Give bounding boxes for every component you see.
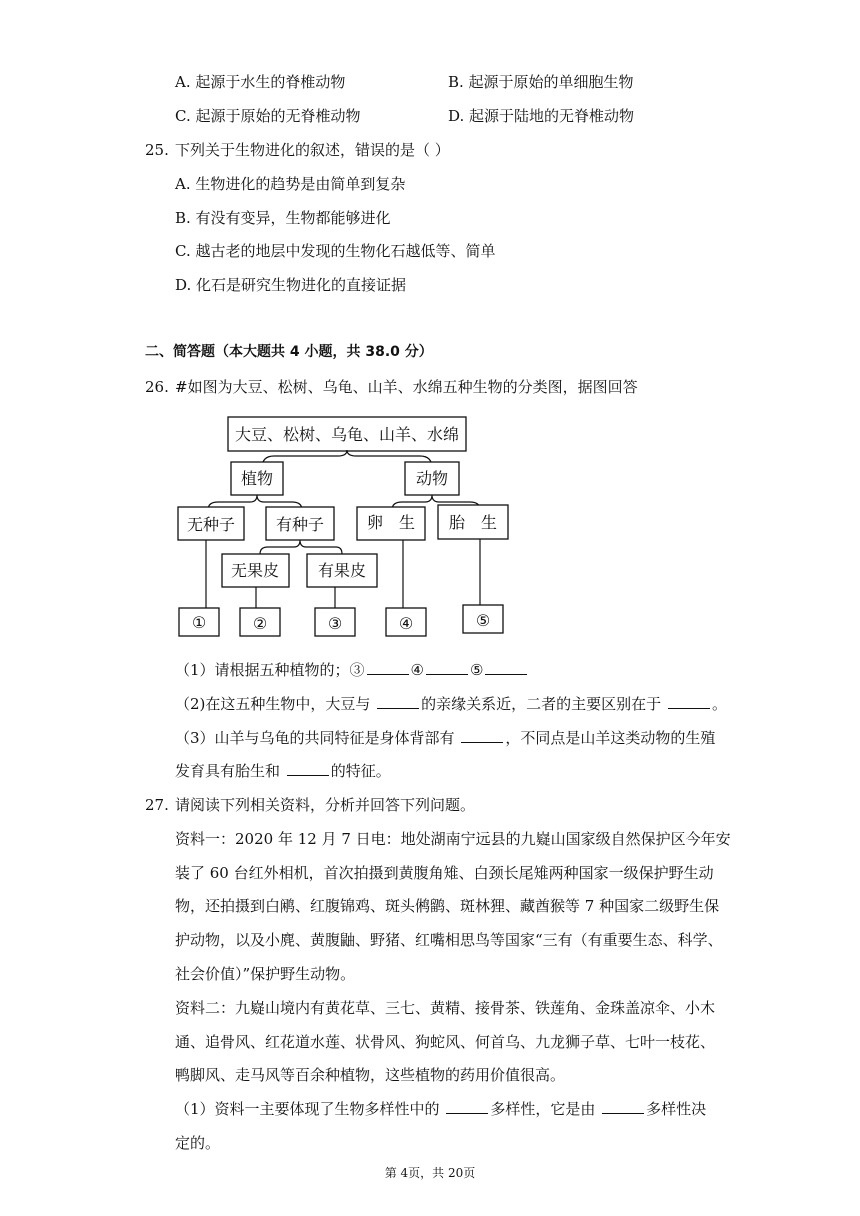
q27-material1-line1: 资料一：2020 年 12 月 7 日电：地处湖南宁远县的九嶷山国家级自然保护区今年安 — [175, 830, 731, 848]
q26-sub3-text-b: ，不同点是山羊这类动物的生殖 — [505, 729, 716, 747]
q26-sub2-text-b: 的亲缘关系近，二者的主要区别在于 — [421, 695, 666, 713]
q26-sub3-text-c: 发育具有胎生和 — [175, 762, 285, 780]
q27-material1-line4: 护动物，以及小麂、黄腹鼬、野猪、红嘴相思鸟等国家“三有（有重要生态、科学、 — [175, 931, 723, 949]
q26-sub3-text-d: 的特征。 — [330, 762, 391, 780]
q26-sub3-line2 — [175, 761, 391, 781]
q26-sub2 — [175, 694, 727, 714]
q27-material1-line5: 社会价值）”保护野生动物。 — [175, 965, 356, 983]
q25-number: 25. — [145, 141, 169, 159]
viviparous-label: 胎 生 — [448, 513, 498, 532]
root-label: 大豆、松树、乌龟、山羊、水绵 — [234, 425, 460, 444]
animal-label: 动物 — [415, 469, 449, 488]
peel-label: 有果皮 — [317, 561, 367, 580]
q26-number: 26. — [145, 378, 169, 396]
q24-option-c: C. 起源于原始的无脊椎动物 — [175, 107, 361, 125]
answer-blank[interactable] — [446, 1099, 488, 1114]
node-3-label: ③ — [327, 614, 343, 633]
node-1-label: ① — [191, 613, 207, 632]
q27-stem: 请阅读下列相关资料，分析并回答下列问题。 — [175, 796, 476, 814]
q25-option-c: C. 越古老的地层中发现的生物化石越低等、简单 — [175, 242, 496, 260]
q27-material2-line1: 资料二：九嶷山境内有黄花草、三七、黄精、接骨茶、铁莲角、金珠盖凉伞、小木 — [175, 999, 716, 1017]
q26-sub3-line1 — [175, 728, 715, 748]
q24-option-b: B. 起源于原始的单细胞生物 — [448, 73, 634, 91]
answer-blank[interactable] — [287, 761, 329, 776]
q27-material1-line2: 装了 60 台红外相机，首次拍摄到黄腹角雉、白颈长尾雉两种国家一级保护野生动 — [175, 864, 714, 882]
q25-option-b: B. 有没有变异，生物都能够进化 — [175, 209, 391, 227]
plant-label: 植物 — [240, 469, 274, 488]
answer-blank[interactable] — [461, 728, 503, 743]
q26-sub1-text-b: ④ — [410, 661, 424, 679]
no-peel-label: 无果皮 — [230, 561, 280, 580]
section-title: 二、简答题（本大题共 4 小题，共 38.0 分） — [145, 344, 433, 360]
q26-sub2-text-a: （2)在这五种生物中，大豆与 — [175, 695, 376, 713]
q27-sub1-text-b: 多样性，它是由 — [490, 1100, 601, 1118]
seed-brace — [260, 540, 342, 554]
q27-material2-line3: 鸭脚风、走马风等百余种植物，这些植物的药用价值很高。 — [175, 1066, 566, 1084]
q26-sub2-text-c: 。 — [711, 695, 727, 713]
node-4-label: ④ — [398, 614, 414, 633]
page-footer: 第 4页，共 20页 — [384, 1166, 476, 1180]
q26-sub1-text-c: ⑤ — [470, 661, 484, 679]
q26-stem: #如图为大豆、松树、乌龟、山羊、水绵五种生物的分类图，据图回答 — [175, 378, 638, 396]
q26-sub1 — [175, 660, 529, 680]
q27-sub1-text-c: 多样性决 — [646, 1100, 707, 1118]
q27-number: 27. — [145, 796, 169, 814]
answer-blank[interactable] — [367, 660, 409, 675]
answer-blank[interactable] — [602, 1099, 644, 1114]
q25-stem: 下列关于生物进化的叙述，错误的是（ ） — [175, 141, 450, 159]
answer-blank[interactable] — [426, 660, 468, 675]
node-5-label: ⑤ — [475, 611, 491, 630]
q25-option-d: D. 化石是研究生物进化的直接证据 — [175, 276, 407, 294]
q27-sub1-text-a: （1）资料一主要体现了生物多样性中的 — [175, 1100, 445, 1118]
q24-option-d: D. 起源于陆地的无脊椎动物 — [448, 107, 635, 125]
q26-sub3-text-a: （3）山羊与乌龟的共同特征是身体背部有 — [175, 729, 460, 747]
seed-label: 有种子 — [275, 515, 325, 534]
no-seed-label: 无种子 — [186, 515, 236, 534]
answer-blank[interactable] — [668, 694, 710, 709]
q24-option-a: A. 起源于水生的脊椎动物 — [175, 73, 346, 91]
q27-sub1-line2: 定的。 — [175, 1134, 221, 1152]
answer-blank[interactable] — [377, 694, 419, 709]
classification-diagram — [170, 410, 530, 642]
oviparous-label: 卵 生 — [366, 513, 416, 532]
q27-material2-line2: 通、追骨风、红花道水莲、状骨风、狗蛇风、何首乌、九龙狮子草、七叶一枝花、 — [175, 1033, 716, 1051]
q27-material1-line3: 物，还拍摄到白鹇、红腹锦鸡、斑头鸺鹠、斑林狸、藏酋猴等 7 种国家二级野生保 — [175, 897, 720, 915]
answer-blank[interactable] — [485, 660, 527, 675]
q25-option-a: A. 生物进化的趋势是由简单到复杂 — [175, 175, 406, 193]
q27-sub1-line1 — [175, 1099, 706, 1119]
node-2-label: ② — [252, 614, 268, 633]
q26-sub1-text-a: （1）请根据五种植物的；③ — [175, 661, 365, 679]
